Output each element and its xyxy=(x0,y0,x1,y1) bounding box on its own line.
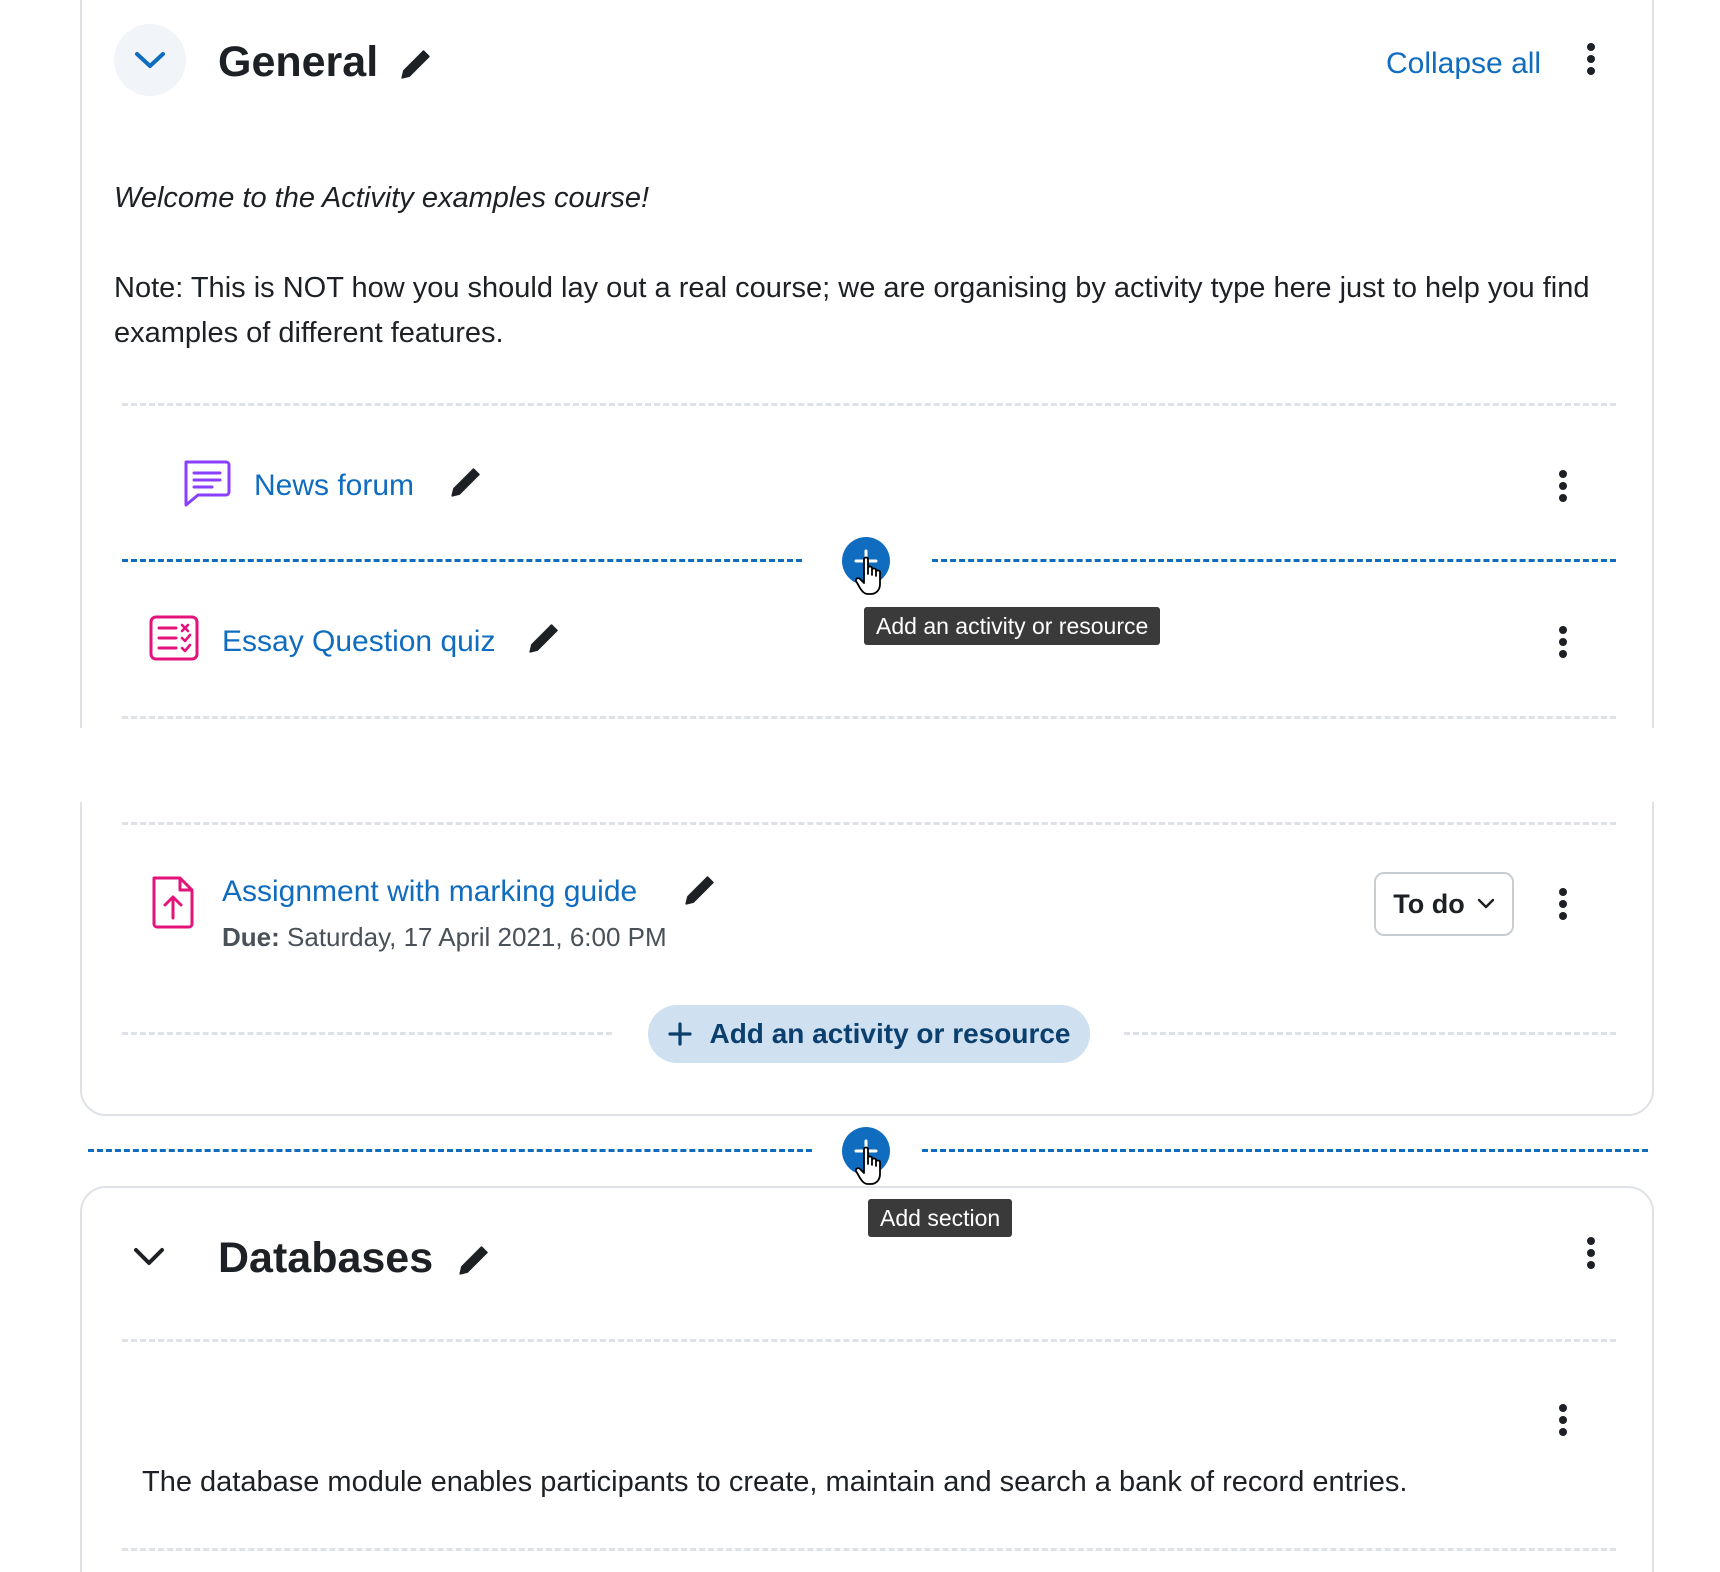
edit-pencil-icon[interactable] xyxy=(682,874,716,908)
section-gap xyxy=(70,728,1670,802)
section-menu-kebab-icon[interactable] xyxy=(1586,43,1596,79)
add-activity-button[interactable] xyxy=(648,1005,1090,1063)
database-description: The database module enables participants to create, maintain and search a bank of record entries. xyxy=(142,1466,1408,1498)
plus-icon xyxy=(667,1021,693,1047)
edit-pencil-icon[interactable] xyxy=(526,622,560,656)
tooltip-add-section: Add section xyxy=(868,1199,1012,1237)
chevron-down-icon[interactable] xyxy=(132,1246,166,1268)
tooltip-add-activity: Add an activity or resource xyxy=(864,607,1160,645)
chevron-down-icon xyxy=(133,50,167,70)
edit-pencil-icon[interactable] xyxy=(398,48,432,82)
due-value: Saturday, 17 April 2021, 6:00 PM xyxy=(287,922,667,952)
collapse-section-button[interactable] xyxy=(114,24,186,96)
quiz-icon xyxy=(148,614,200,662)
add-activity-label: Add an activity or resource xyxy=(709,1018,1071,1049)
activity-link-essay-quiz[interactable]: Essay Question quiz xyxy=(222,625,496,658)
section-title-general: General xyxy=(218,38,379,86)
divider xyxy=(122,1339,1616,1342)
activity-menu-kebab-icon[interactable] xyxy=(1558,1404,1568,1440)
edit-pencil-icon[interactable] xyxy=(456,1244,490,1278)
hand-cursor-icon xyxy=(854,556,888,598)
divider xyxy=(122,403,1616,406)
insert-activity-line xyxy=(122,559,802,562)
section-menu-kebab-icon[interactable] xyxy=(1586,1237,1596,1273)
chevron-down-icon xyxy=(1477,898,1495,910)
insert-section-line xyxy=(922,1149,1648,1152)
forum-icon xyxy=(180,458,232,510)
section-title-databases: Databases xyxy=(218,1234,434,1282)
due-label: Due: xyxy=(222,922,280,952)
welcome-text: Welcome to the Activity examples course! xyxy=(114,182,650,214)
divider xyxy=(122,822,1616,825)
edit-pencil-icon[interactable] xyxy=(448,466,482,500)
collapse-all-link[interactable]: Collapse all xyxy=(1386,47,1542,80)
insert-activity-line xyxy=(932,559,1616,562)
activity-menu-kebab-icon[interactable] xyxy=(1558,888,1568,924)
divider xyxy=(122,716,1616,719)
hand-cursor-icon xyxy=(854,1146,888,1188)
divider xyxy=(1124,1032,1616,1035)
assignment-upload-icon xyxy=(150,874,196,930)
assignment-due-date xyxy=(222,920,667,954)
divider xyxy=(122,1032,612,1035)
completion-status-label: To do xyxy=(1393,888,1465,919)
divider xyxy=(122,1548,1616,1551)
activity-menu-kebab-icon[interactable] xyxy=(1558,470,1568,506)
activity-link-news-forum[interactable]: News forum xyxy=(254,469,415,502)
course-note: Note: This is NOT how you should lay out a real course; we are organising by activity type here just to help you find examples of different features. xyxy=(114,272,1590,349)
insert-section-line xyxy=(88,1149,812,1152)
activity-link-assignment[interactable]: Assignment with marking guide xyxy=(222,875,638,908)
completion-status-dropdown[interactable] xyxy=(1374,872,1514,936)
activity-menu-kebab-icon[interactable] xyxy=(1558,626,1568,662)
